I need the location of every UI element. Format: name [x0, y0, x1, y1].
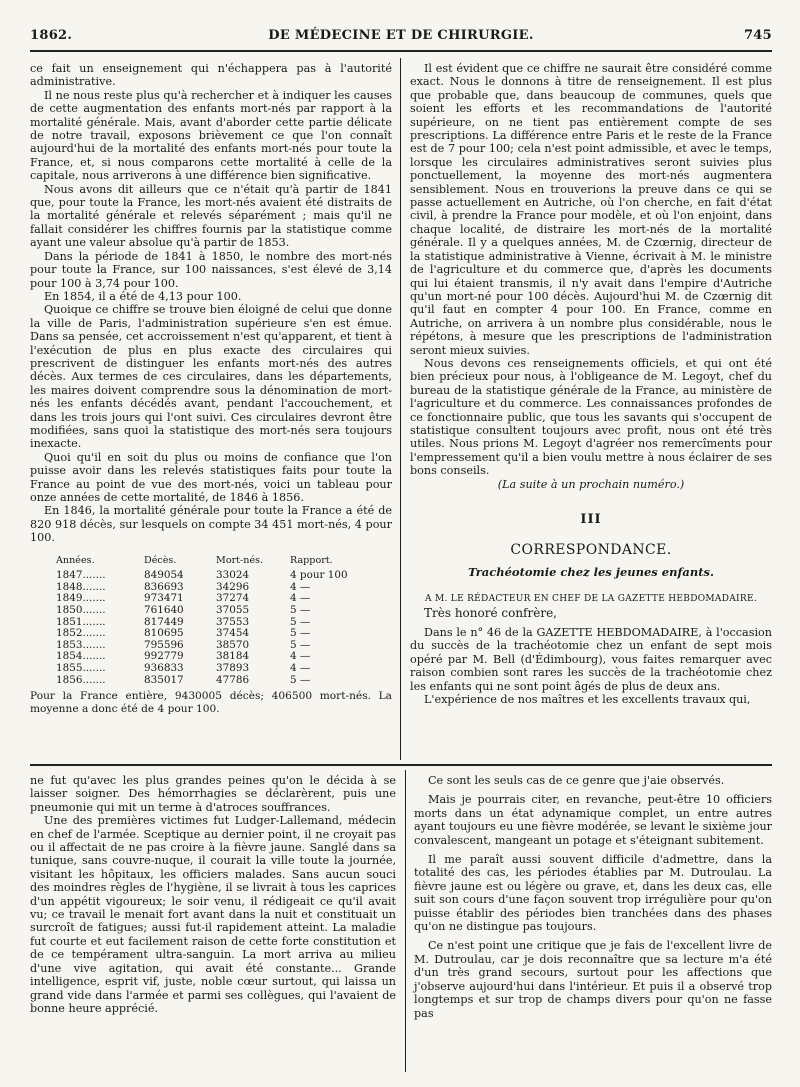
paragraph: ce fait un enseignement qui n'échappera pas à l'autorité administrative. [30, 62, 392, 89]
column-rule-bottom [405, 770, 406, 1072]
column-header: Décès. [144, 554, 177, 566]
article-title: Trachéotomie chez les jeunes enfants. [467, 564, 715, 579]
column-header: Mort-nés. [216, 554, 264, 566]
table-cell: 817449 [144, 615, 184, 628]
table-cell: 849054 [144, 569, 184, 582]
mortality-table [56, 555, 392, 687]
right-column-top [410, 62, 772, 706]
table-cell: 1854....... [56, 650, 106, 663]
paragraph: Nous avons dit ailleurs que ce n'était qu'à partir de 1841 que, pour toute la France, les mort-nés avaient été distraits de la mortalité générale et relevés séparément ; mais qu'il ne fallait considérer les chiffres fournis par la statistique comme ayant une valeur absolue qu'à partir de 1853. [30, 182, 392, 250]
table-cell: 47786 [216, 673, 250, 686]
paragraph: Il ne nous reste plus qu'à rechercher et à indiquer les causes de cette augmentation des enfants mort-nés par rapport à la mortalité générale. Mais, avant d'aborder cette partie délicate de notre travail, exposons brièvement ce que l'on connaît aujourd'hui de la mortalité des enfants mort-nés pour toute la France, et, si nous comparons cette mortalité à celle de la capitale, nous arriverons à une différence bien significative. [30, 88, 392, 183]
table-cell: 992779 [144, 650, 184, 663]
table-row [56, 663, 370, 675]
paragraph: Quoi qu'il en soit du plus ou moins de confiance que l'on puisse avoir dans les relevés statistiques faits pour toute la France au point de vue des mort-nés, voici un tableau pour onze années de cette mortalité, de 1846 à 1856. [30, 450, 392, 504]
paragraph: Une des premières victimes fut Ludger-Lallemand, médecin en chef de l'armée. Sceptique au dernier point, il ne croyait pas ou il affectait de ne pas croire à la fièvre jaune. Sanglé dans sa tunique, sans couvre-nuque, il courait la ville toute la journée, visitant les hôpitaux, les officiers malades. Sans aucun souci des moindres règles de l'hygiène, il se livrait à tous les caprices d'un appétit vigoureux; le soir venu, il rédigeait ce qu'il avait vu; ce travail le menait fort avant dans la nuit et constituait un surcroît de fatigues; aussi fut-il rapidement atteint. La maladie fut courte et eut facilement raison de cette forte constitution et de ce tempérament ultra-sanguin. La mort arriva au milieu d'une vive agitation, qui avait été constante... Grande intelligence, esprit vif, juste, noble cœur surtout, qui laissa un grand vide dans l'armée et parmi ses collègues, qui l'avaient de bonne heure apprécié. [30, 814, 396, 1015]
left-column-bottom [30, 774, 396, 1015]
table-total: Pour la France entière, 9430005 décès; 406500 mort-nés. La moyenne a donc été de 4 pour 100. [30, 690, 392, 715]
table-cell: 5 — [290, 638, 311, 651]
table-cell: 38570 [216, 638, 250, 651]
table-cell: 761640 [144, 604, 184, 616]
paragraph: En 1846, la mortalité générale pour toute la France a été de 820 918 décès, sur lesquels on compte 34 451 mort-nés, 4 pour 100. [30, 504, 392, 545]
header-rule [30, 50, 772, 52]
table-cell: 4 — [290, 661, 311, 674]
table-cell: 4 pour 100 [290, 569, 348, 582]
table-cell: 34296 [216, 580, 250, 593]
paragraph: Ce n'est point une critique que je fais de l'excellent livre de M. Dutroulau, car je dois reconnaître que sa lecture m'a été d'un très grand secours, surtout pour les affections que j'observe aujourd'hui dans l'intérieur. Et puis il a observé trop longtemps et sur trop de champs divers pour qu'on ne fasse pas [414, 939, 772, 1020]
table-cell: 37274 [216, 592, 250, 605]
header-year: 1862. [30, 28, 73, 43]
table-cell: 1856....... [56, 673, 106, 686]
paragraph: Dans le n° 46 de la GAZETTE HEBDOMADAIRE, à l'occasion du succès de la trachéotomie chez un enfant de sept mois opéré par M. Bell (d'Édimbourg), vous faites remarquer avec raison combien sont rares les succès de la trachéotomie chez les enfants qui ne sont point âgés de plus de deux ans. [410, 626, 772, 693]
table-cell: 37454 [216, 627, 250, 640]
table-cell: 37055 [216, 604, 250, 616]
table-row [56, 675, 370, 687]
table-cell: 4 — [290, 592, 311, 605]
section-title: CORRESPONDANCE. [510, 542, 672, 559]
column-rule-top [400, 58, 401, 760]
paragraph: Ce sont les seuls cas de ce genre que j'aie observés. [428, 774, 725, 787]
table-cell: 5 — [290, 627, 311, 640]
paragraph: Dans la période de 1841 à 1850, le nombre des mort-nés pour toute la France, sur 100 naissances, s'est élevé de 3,14 pour 100 à 3,74 pour 100. [30, 249, 392, 290]
paragraph: ne fut qu'avec les plus grandes peines qu'on le décida à se laisser soigner. Des hémorrhagies se déclarèrent, puis une pneumonie qui mit un terme à d'atroces souffrances. [30, 774, 396, 814]
table-cell: 795596 [144, 638, 184, 651]
table-cell: 4 — [290, 650, 311, 663]
table-cell: 1849....... [56, 592, 106, 605]
table-cell: 1848....... [56, 580, 106, 593]
table-cell: 1852....... [56, 627, 106, 640]
table-cell: 1850....... [56, 604, 106, 616]
table-cell: 4 — [290, 580, 311, 593]
paragraph: En 1854, il a été de 4,13 pour 100. [44, 289, 242, 303]
table-cell: 1851....... [56, 615, 106, 628]
paragraph: L'expérience de nos maîtres et les excellents travaux qui, [424, 693, 751, 707]
section-divider [30, 764, 772, 766]
table-cell: 5 — [290, 673, 311, 686]
column-header: Rapport. [290, 554, 333, 566]
table-cell: 33024 [216, 569, 250, 582]
table-cell: 810695 [144, 627, 184, 640]
letter-address: A M. LE RÉDACTEUR EN CHEF DE LA GAZETTE HEBDOMADAIRE. [425, 594, 757, 605]
table-cell: 1847....... [56, 569, 106, 582]
table-cell: 37893 [216, 661, 250, 674]
table-header-row [56, 555, 370, 571]
table-cell: 973471 [144, 592, 184, 605]
header-title: DE MÉDECINE ET DE CHIRURGIE. [268, 28, 534, 43]
continuation-note: (La suite à un prochain numéro.) [497, 477, 685, 491]
paragraph: Nous devons ces renseignements officiels, et qui ont été bien précieux pour nous, à l'obligeance de M. Legoyt, chef du bureau de la statistique générale de la France, au ministère de l'agriculture et du commerce. Les connaissances profondes de ce fonctionnaire public, que tous les savants qui s'occupent de statistique consultent toujours avec profit, nous ont été très utiles. Nous prions M. Legoyt d'agréer nos remercîments pour l'empressement qu'il a bien voulu mettre à nous éclairer de ses bons conseils. [410, 356, 772, 478]
table-body [56, 570, 370, 686]
paragraph: Il est évident que ce chiffre ne saurait être considéré comme exact. Nous le donnons à titre de renseignement. Il est plus que probable que, dans beaucoup de communes, quels que soient les efforts et les recommandations de l'autorité supérieure, on ne tient pas entièrement compte de ses prescriptions. La différence entre Paris et le reste de la France est de 7 pour 100; cela n'est point admissible, et avec le temps, lorsque les circulaires administratives seront suivies plus ponctuellement, la moyenne des mort-nés augmentera sensiblement. Nous en trouverions la preuve dans ce qui se passe actuellement en Autriche, où l'on cherche, en fait d'état civil, à prendre la France pour modèle, et où l'on enjoint, dans chaque localité, de distraire les mort-nés de la mortalité générale. Il y a quelques années, M. de Czœrnig, directeur de la statistique administrative à Vienne, écrivait à M. le ministre de l'agriculture et du commerce que, d'après les documents qui lui étaient transmis, il n'y avait dans l'empire d'Autriche qu'un mort-né pour 100 décès. Aujourd'hui M. de Czœrnig dit qu'il faut en compter 4 pour 100. En France, comme en Autriche, on arrivera à un nombre plus considérable, nous le répétons, à mesure que les prescriptions de l'administration seront mieux suivies. [410, 62, 772, 357]
left-column-top [30, 62, 392, 715]
table-cell: 1853....... [56, 638, 106, 651]
table-cell: 5 — [290, 604, 311, 616]
table-cell: 38184 [216, 650, 250, 663]
table-cell: 835017 [144, 673, 184, 686]
table-cell: 5 — [290, 615, 311, 628]
paragraph: Mais je pourrais citer, en revanche, peut-être 10 officiers morts dans un état adynamique complet, un entre autres ayant toujours eu une fièvre modérée, se levant le sixième jour convalescent, mangeant un potage et s'éteignant subitement. [414, 793, 772, 847]
table-cell: 1855....... [56, 661, 106, 674]
table-cell: 936833 [144, 661, 184, 674]
table-cell: 37553 [216, 615, 250, 628]
section-number: III [580, 512, 602, 527]
page-header [30, 28, 772, 46]
column-header: Années. [56, 554, 95, 566]
table-row [56, 605, 370, 617]
paragraph: Quoique ce chiffre se trouve bien éloigné de celui que donne la ville de Paris, l'administration supérieure s'en est émue. Dans sa pensée, cet accroissement n'est qu'apparent, et tient à l'exécution de plus en plus exacte des circulaires qui prescrivent de distinguer les enfants mort-nés des autres décès. Aux termes de ces circulaires, dans les départements, les maires doivent comprendre sous la dénomination de mort-nés les enfants décédés avant, pendant l'accouchement, et dans les trois jours qui l'ont suivi. Ces circulaires devront être modifiées, sans quoi la statistique des mort-nés sera toujours inexacte. [30, 303, 392, 451]
letter-greeting: Très honoré confrère, [424, 605, 557, 620]
page-number: 745 [743, 28, 772, 43]
right-column-bottom [414, 774, 772, 1020]
table-cell: 836693 [144, 580, 184, 593]
paragraph: Il me paraît aussi souvent difficile d'admettre, dans la totalité des cas, les périodes établies par M. Dutroulau. La fièvre jaune est ou légère ou grave, et, dans les deux cas, elle suit son cours d'une façon souvent trop irrégulière pour qu'on puisse établir des périodes bien tranchées dans des phases qu'on ne distingue pas toujours. [414, 853, 772, 934]
